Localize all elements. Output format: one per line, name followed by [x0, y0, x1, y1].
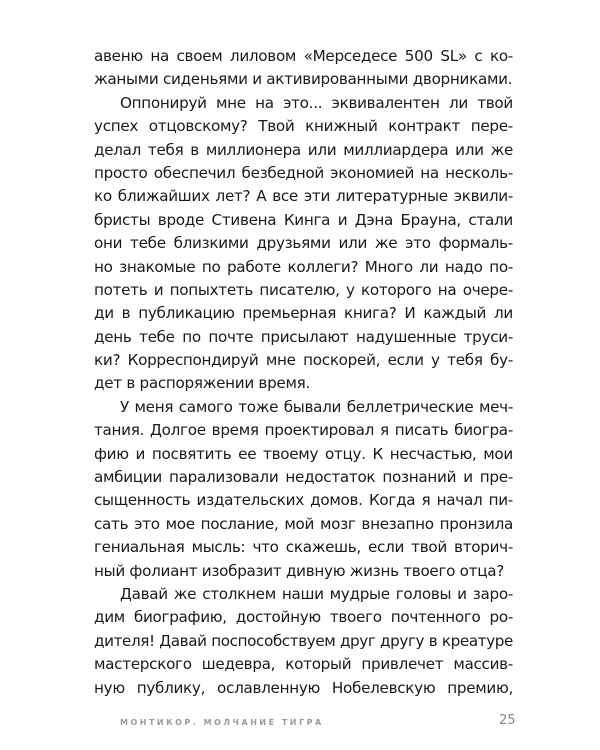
text-line: просто обеспечил безбедной экономией на несколь- — [94, 163, 513, 182]
text-line: жаными сиденьями и активированными дворниками. — [94, 70, 513, 89]
text-line: ки? Корреспондируй мне поскорей, если у тебя бу- — [94, 351, 513, 370]
text-line: авеню на своем лиловом «Мерседесе 500 SL» с ко- — [94, 47, 513, 65]
text-line: дим биографию, достойную твоего почтенного ро- — [94, 608, 513, 627]
page-number: 25 — [499, 713, 516, 728]
running-title: МОНТИКОР. МОЛЧАНИЕ ТИГРА — [120, 718, 324, 727]
text-line: ди в публикацию премьерная книга? И каждый ли — [94, 304, 513, 323]
text-line: потеть и попыхтеть писателю, у которого на очере- — [94, 280, 513, 299]
text-line: сыщенность издательских домов. Когда я начал пи- — [94, 491, 513, 510]
text-line: день тебе по почте присылают надушенные труси- — [94, 327, 513, 346]
text-line: Оппонируй мне на это... эквивалентен ли твой — [120, 93, 513, 112]
text-line: ную публику, ославленную Нобелевскую премию, — [94, 678, 513, 697]
text-line: гениальная мысль: что скажешь, если твой вторич- — [94, 538, 513, 557]
text-line: делал тебя в миллионера или миллиардера или же — [94, 140, 513, 159]
text-line: тания. Долгое время проектировал я писать биогра- — [94, 421, 513, 440]
text-line: амбиции парализовали недостаток познаний и пре- — [94, 468, 513, 487]
text-line: но знакомые по работе коллеги? Много ли надо по- — [94, 257, 513, 276]
text-line: дет в распоряжении время. — [94, 374, 310, 393]
text-line: У меня самого тоже бывали беллетрические меч- — [120, 397, 513, 416]
text-line: бристы вроде Стивена Кинга и Дэна Брауна, стали — [94, 210, 513, 229]
text-line: ко ближайших лет? А все эти литературные эквили- — [94, 187, 513, 206]
text-line: сать это мое послание, мой мозг внезапно пронзила — [94, 514, 513, 533]
text-line: успех отцовскому? Твой книжный контракт пере- — [94, 117, 513, 136]
text-line: фию и посвятить ее твоему отцу. К несчастью, мои — [94, 444, 513, 463]
text-line: они тебе близкими друзьями или же это формаль- — [94, 234, 513, 253]
body-text — [94, 45, 513, 700]
text-line: ный фолиант изобразит дивную жизнь твоего отца? — [94, 561, 505, 580]
text-line: дителя! Давай поспособствуем друг другу в креатуре — [94, 631, 513, 650]
text-line: мастерского шедевра, который привлечет массив- — [94, 655, 513, 674]
text-line: Давай же столкнем наши мудрые головы и заро- — [120, 584, 513, 603]
